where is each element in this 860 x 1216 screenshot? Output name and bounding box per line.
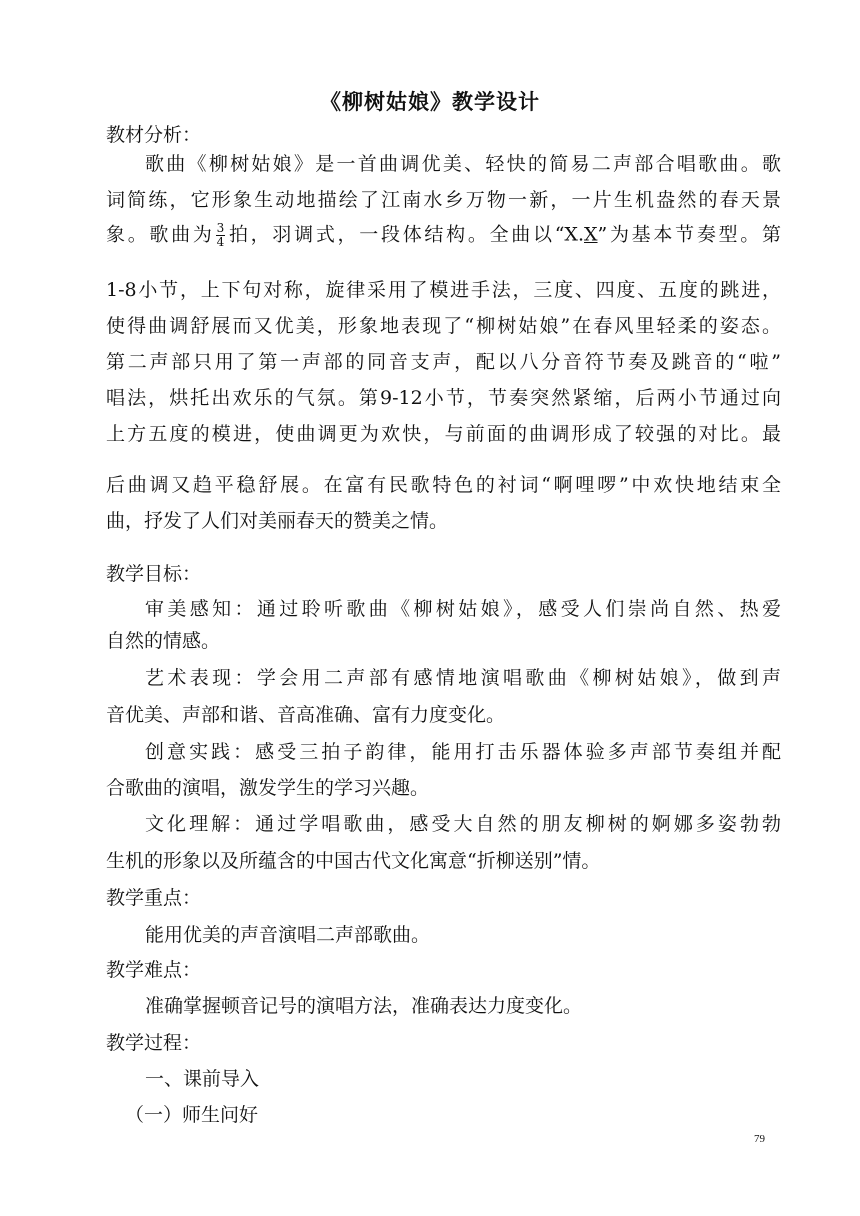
document-title: 《柳树姑娘》教学设计 — [320, 90, 540, 114]
key-point-text: 能用优美的声音演唱二声部歌曲。 — [145, 924, 431, 946]
process-subsection-1: （一）师生问好 — [125, 1104, 259, 1126]
fraction-denominator: 4 — [216, 235, 225, 249]
analysis-line-1: 歌曲《柳树姑娘》是一首曲调优美、轻快的简易二声部合唱歌曲。歌 — [145, 153, 781, 175]
analysis-line-4: 1-8小节，上下句对称，旋律采用了模进手法，三度、四度、五度的跳进， — [106, 279, 781, 301]
goal-creative-line-2: 合歌曲的演唱，激发学生的学习兴趣。 — [106, 777, 430, 799]
goal-aesthetic-line-1: 审美感知：通过聆听歌曲《柳树姑娘》，感受人们崇尚自然、热爱 — [145, 598, 781, 620]
goal-culture-line-1: 文化理解：通过学唱歌曲，感受大自然的朋友柳树的婀娜多姿勃勃 — [145, 813, 781, 835]
goal-aesthetic-line-2: 自然的情感。 — [106, 630, 221, 652]
analysis-line-7: 唱法，烘托出欢乐的气氛。第9-12小节，节奏突然紧缩，后两小节通过向 — [106, 387, 781, 409]
page-number: 79 — [754, 1133, 765, 1145]
goal-culture-line-2: 生机的形象以及所蕴含的中国古代文化寓意“折柳送别”情。 — [106, 850, 601, 872]
analysis-line-9: 后曲调又趋平稳舒展。在富有民歌特色的衬词“啊哩啰”中欢快地结束全 — [106, 474, 781, 496]
fraction-numerator: 3 — [216, 221, 225, 235]
rhythm-underlined-note: X — [584, 223, 598, 246]
goal-creative-line-1: 创意实践：感受三拍子韵律，能用打击乐器体验多声部节奏组并配 — [145, 741, 781, 763]
goals-heading: 教学目标： — [106, 563, 202, 585]
key-point-heading: 教学重点： — [106, 887, 202, 909]
process-heading: 教学过程： — [106, 1032, 202, 1054]
process-section-1: 一、课前导入 — [145, 1068, 260, 1090]
analysis-heading: 教材分析： — [106, 124, 202, 146]
analysis-line-10: 曲，抒发了人们对美丽春天的赞美之情。 — [106, 510, 449, 532]
analysis-line-3-before: 象。歌曲为 — [106, 223, 215, 246]
goal-art-line-2: 音优美、声部和谐、音高准确、富有力度变化。 — [106, 704, 506, 726]
analysis-line-2: 词简练，它形象生动地描绘了江南水乡万物一新，一片生机盎然的春天景 — [106, 189, 781, 211]
analysis-line-3 — [106, 222, 781, 249]
analysis-line-3-after: ”为基本节奏型。第 — [597, 223, 781, 246]
time-signature-fraction — [216, 222, 226, 249]
analysis-line-5: 使得曲调舒展而又优美，形象地表现了“柳树姑娘”在春风里轻柔的姿态。 — [106, 315, 781, 337]
goal-art-line-1: 艺术表现：学会用二声部有感情地演唱歌曲《柳树姑娘》，做到声 — [145, 667, 781, 689]
difficulty-heading: 教学难点： — [106, 959, 202, 981]
analysis-line-3-mid: 拍，羽调式，一段体结构。全曲以“X. — [226, 223, 584, 246]
difficulty-text: 准确掌握顿音记号的演唱方法，准确表达力度变化。 — [145, 995, 583, 1017]
analysis-line-8: 上方五度的模进，使曲调更为欢快，与前面的曲调形成了较强的对比。最 — [106, 423, 781, 445]
analysis-line-6: 第二声部只用了第一声部的同音支声，配以八分音符节奏及跳音的“啦” — [106, 351, 781, 373]
